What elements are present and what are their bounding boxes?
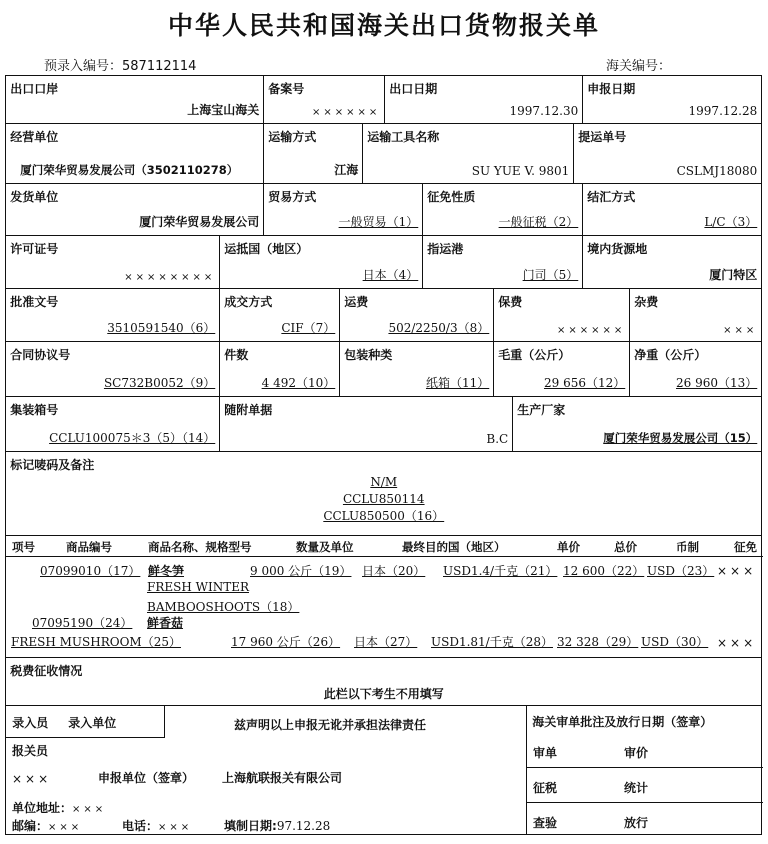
field-contract-no[interactable] [5,341,220,397]
goods-header-currency: 币制 [676,540,699,554]
field-value: 502/2250/3（8） [388,321,490,336]
field-record-no[interactable] [263,75,385,124]
customs-tax: 征税 [533,781,558,795]
item-name-cn: 鲜香菇 [147,616,184,630]
field-value: ×××××× [311,107,381,119]
field-label: 贸易方式 [268,190,317,205]
field-label: 批准文号 [10,295,59,310]
mark-line: CCLU850114 [342,492,425,507]
fill-date [224,817,330,834]
item-code: 07099010（17） [40,564,141,578]
field-value: 一般征税（2） [498,215,579,230]
field-value: 一般贸易（1） [338,215,419,230]
goods-header-name: 商品名称、规格型号 [148,540,252,554]
field-deal-terms[interactable] [219,288,340,342]
pre-entry-value: 587112114 [122,59,197,74]
field-value: 1997.12.28 [688,104,758,119]
customs-inspection: 查验 [533,816,558,830]
field-package-type[interactable] [339,341,494,397]
entry-clerk-box [5,705,165,738]
marks-label: 标记唛码及备注 [10,458,95,473]
phone-label: 电话： [122,819,159,833]
item-exemption: ××× [717,564,757,578]
tax-note: 此栏以下考生不用填写 [323,687,444,702]
pre-entry-number [44,55,196,74]
customs-release: 放行 [624,816,649,830]
address-label: 单位地址： [12,801,73,815]
field-attached-docs[interactable] [219,396,513,452]
field-label: 出口日期 [389,82,438,97]
field-label: 备案号 [268,82,305,97]
goods-header-unit-price: 单价 [557,540,580,554]
field-label: 运抵国（地区） [224,242,309,257]
field-domestic-source[interactable] [582,235,762,289]
fill-date-label: 填制日期: [224,819,277,833]
goods-header-item-no: 项号 [12,540,35,554]
goods-header-code: 商品编号 [66,540,112,554]
goods-header-quantity: 数量及单位 [296,540,354,554]
item-name-en: FRESH WINTER [147,580,249,594]
item-total: 12 600（22） [563,564,645,578]
field-tax-nature[interactable] [422,183,583,236]
field-label: 提运单号 [578,130,627,145]
address [12,799,106,816]
field-transport-mode[interactable] [263,123,363,184]
field-shipper[interactable] [5,183,264,236]
field-label: 包装种类 [344,348,393,363]
field-value: CIF（7） [281,321,336,336]
field-label: 毛重（公斤） [498,348,571,363]
marks-lines [6,474,761,525]
entry-unit-label: 录入单位 [68,716,117,731]
field-label: 申报日期 [587,82,636,97]
customs-price-review: 审价 [624,746,649,760]
goods-header-divider [6,556,763,557]
field-label: 杂费 [634,295,659,310]
field-value: 厦门荣华贸易发展公司（15） [603,431,758,446]
customs-statistics: 统计 [624,781,649,795]
field-value: 3510591540（6） [107,321,216,336]
field-value: 日本（4） [362,268,419,283]
field-label: 境内货源地 [587,242,648,257]
field-pieces[interactable] [219,341,340,397]
field-export-date[interactable] [384,75,583,124]
item-quantity: 17 960 公斤（26） [231,635,341,649]
field-label: 许可证号 [10,242,59,257]
field-export-port[interactable] [5,75,264,124]
field-label: 集装箱号 [10,403,59,418]
entry-clerk-label: 录入员 [12,716,49,731]
field-declare-date[interactable] [582,75,762,124]
field-label: 件数 [224,348,249,363]
phone [122,817,192,834]
field-value: B.C [486,432,509,447]
field-bl-no[interactable] [573,123,762,184]
field-value: 厦门荣华贸易发展公司（3502110278） [20,163,239,178]
field-label: 合同协议号 [10,348,71,363]
field-value: CSLMJ18080 [676,164,758,179]
postcode-label: 邮编： [12,819,49,833]
customs-divider [527,767,763,768]
item-code: 07095190（24） [32,616,133,630]
field-value: ×××××××× [124,272,216,284]
field-value: L/C（3） [704,215,758,230]
fill-date-value: 97.12.28 [276,819,331,833]
field-label: 净重（公斤） [634,348,707,363]
mark-line: CCLU850500（16） [323,509,445,524]
field-manufacturer[interactable] [512,396,762,452]
form-title: 中华人民共和国海关出口货物报关单 [167,11,600,40]
field-gross-weight[interactable] [493,341,630,397]
field-settlement[interactable] [582,183,762,236]
item-unit-price: USD1.4/千克（21） [443,564,558,578]
customs-divider [527,802,763,803]
item-name-en: BAMBOOSHOOTS（18） [147,600,300,614]
goods-header-total: 总价 [614,540,637,554]
field-label: 发货单位 [10,190,59,205]
field-license-no[interactable] [5,235,220,289]
field-container-no[interactable] [5,396,220,452]
field-value: 26 960（13） [675,376,758,391]
declaration-statement: 兹声明以上申报无讹并承担法律责任 [234,718,427,732]
goods-header-exemption: 征免 [734,540,757,554]
field-label: 经营单位 [10,130,59,145]
field-value: ×××××× [556,325,626,337]
item-exemption: ××× [717,636,757,650]
field-value: 厦门荣华贸易发展公司 [139,215,260,230]
field-label: 保费 [498,295,523,310]
field-approval-no[interactable] [5,288,220,342]
item-name-cn: 鲜冬笋 [148,564,185,578]
postcode-value: ××× [48,822,83,833]
customs-number-label: 海关编号： [606,59,672,74]
field-dest-port[interactable] [422,235,583,289]
item-quantity: 9 000 公斤（19） [250,564,352,578]
field-value: 江海 [334,163,359,178]
field-freight[interactable] [339,288,494,342]
field-value: SU YUE V. 9801 [471,164,570,179]
declarant-value: 上海航联报关有限公司 [222,771,343,785]
field-value: SC732B0052（9） [103,376,216,391]
field-value: 1997.12.30 [509,104,579,119]
field-net-weight[interactable] [629,341,762,397]
field-insurance[interactable] [493,288,630,342]
field-value: 4 492（10） [261,376,336,391]
field-label: 征免性质 [427,190,476,205]
broker-value: ××× [12,772,52,786]
mark-line: N/M [370,475,398,490]
pre-entry-label: 预录入编号： [44,59,123,74]
field-operator[interactable] [5,123,264,184]
field-value: ××× [723,325,758,337]
customs-panel-title: 海关审单批注及放行日期（签章） [532,715,713,730]
customs-review: 审单 [533,746,558,760]
field-label: 结汇方式 [587,190,636,205]
broker-label: 报关员 [12,744,49,758]
field-dest-country[interactable] [219,235,423,289]
field-value: 纸箱（11） [425,376,490,391]
item-country: 日本（20） [362,564,426,578]
item-total: 32 328（29） [557,635,639,649]
field-label: 运费 [344,295,369,310]
field-vessel-name[interactable] [362,123,574,184]
field-label: 随附单据 [224,403,273,418]
field-label: 运输方式 [268,130,317,145]
address-value: ××× [72,804,107,815]
field-label: 出口口岸 [10,82,59,97]
field-value: CCLU100075＊3（5）（14） [49,431,216,446]
postcode [12,817,82,834]
field-value: 门司（5） [522,268,579,283]
item-currency: USD（30） [641,635,709,649]
field-value: 厦门特区 [709,268,758,283]
field-label: 指运港 [427,242,464,257]
field-label: 生产厂家 [517,403,566,418]
customs-number [606,55,671,74]
item-name-en: FRESH MUSHROOM（25） [11,635,181,649]
item-country: 日本（27） [354,635,418,649]
field-label: 运输工具名称 [367,130,440,145]
goods-header-destination: 最终目的国（地区） [402,540,506,554]
field-misc-fee[interactable] [629,288,762,342]
field-value: 29 656（12） [543,376,626,391]
field-trade-mode[interactable] [263,183,423,236]
item-currency: USD（23） [647,564,715,578]
field-value: 上海宝山海关 [187,103,260,118]
field-label: 成交方式 [224,295,273,310]
tax-label: 税费征收情况 [10,664,83,679]
tax-section [5,657,762,706]
phone-value: ××× [158,822,193,833]
declarant-label: 申报单位（签章） [98,771,195,785]
marks-section[interactable] [5,451,762,536]
item-unit-price: USD1.81/千克（28） [431,635,553,649]
